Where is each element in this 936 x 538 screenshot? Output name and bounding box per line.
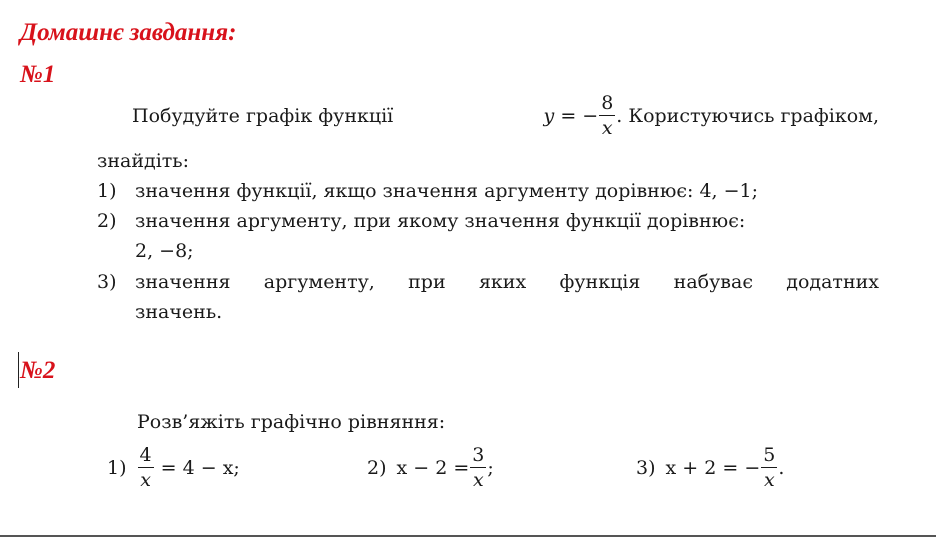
item-label: 3) (97, 271, 117, 293)
item-label: 1) (97, 180, 117, 202)
equation-fraction (761, 446, 777, 490)
task1-item-2-cont: 2, −8; (135, 240, 194, 262)
task1-item-2 (97, 212, 879, 231)
equation-label: 2) (367, 457, 387, 479)
equation-rest: ; (487, 457, 494, 479)
text-cursor (18, 352, 19, 388)
equation-3 (636, 446, 784, 490)
task1-item-3-cont: значень. (135, 301, 223, 323)
equation-1 (107, 446, 240, 490)
equation-fraction (470, 446, 486, 490)
task1-item-3 (97, 273, 879, 292)
fraction-numerator: 3 (472, 444, 485, 466)
item-text: значення аргументу, при яких функція набуває додатних (135, 271, 879, 293)
task2-intro: Розв’яжіть графічно рівняння: (137, 411, 446, 433)
fraction-numerator: 5 (763, 444, 776, 466)
equation-label: 1) (107, 457, 127, 479)
formula-numerator: 8 (601, 92, 614, 114)
task1-intro-line2: знайдіть: (97, 150, 190, 172)
fraction-denominator: x (140, 469, 151, 491)
item-label: 2) (97, 210, 117, 232)
equation-rest: = 4 − x; (154, 457, 240, 479)
equation-lhs: x + 2 = − (665, 457, 761, 479)
task1-formula (544, 94, 879, 138)
fraction-denominator: x (472, 469, 484, 491)
task2-title: №2 (20, 357, 56, 384)
formula-denominator: x (601, 117, 613, 139)
fraction-numerator: 4 (139, 444, 152, 466)
equation-fraction (138, 446, 154, 490)
formula-fraction (599, 94, 615, 138)
homework-title: Домашнє завдання: (20, 19, 237, 46)
task1-intro-after: . Користуючись графіком, (616, 104, 879, 127)
task1-title: №1 (20, 61, 56, 88)
bottom-divider (0, 535, 936, 537)
fraction-denominator: x (763, 469, 775, 491)
equation-2 (367, 446, 494, 490)
formula-eq: = − (554, 104, 599, 127)
equation-rest: . (778, 457, 785, 479)
task1-intro-line (132, 94, 879, 138)
equation-label: 3) (636, 457, 656, 479)
item-text: значення аргументу, при якому значення функції дорівнює: (135, 210, 746, 232)
task1-item-1 (97, 182, 879, 201)
task1-intro-before: Побудуйте графік функції (132, 104, 394, 127)
equation-lhs: x − 2 = (396, 457, 470, 479)
formula-lhs: y (543, 104, 555, 127)
item-text: значення функції, якщо значення аргументу дорівнює: 4, −1; (135, 180, 759, 202)
